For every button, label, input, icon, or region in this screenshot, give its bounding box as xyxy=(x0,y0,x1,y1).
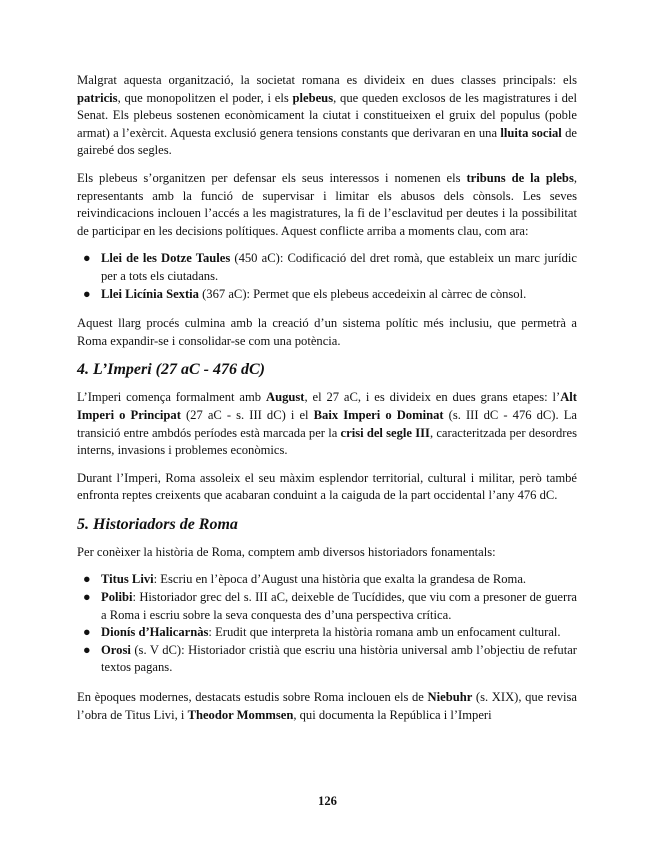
bullet-icon: ● xyxy=(83,590,91,605)
bullet-icon: ● xyxy=(83,625,91,640)
list-item-text: (367 aC): Permet que els plebeus accedeixin al càrrec de cònsol. xyxy=(198,286,527,301)
list-item-text: : Escriu en l’època d’August una història que exalta la grandesa de Roma. xyxy=(153,572,527,587)
list-item-text: : Historiador grec del s. III aC, deixeble de Tucídides, que viu com a presoner de guerra a Roma i escriu sobre la seva conquesta des d’una perspectiva crítica. xyxy=(101,590,577,622)
term-mommsen: Theodor Mommsen xyxy=(187,707,294,722)
list-item xyxy=(77,642,577,677)
bullet-icon: ● xyxy=(83,572,91,587)
text-span: , representants amb la funció de supervisar i limitar els abusos dels cònsols. Les seves reivindicacions inclouen l’accés a les magistratures, la fi de l’esclavitud per deutes i la possibilitat de participar en les decisions polítiques. Aquest conflicte arriba a moments clau, com ara: xyxy=(77,170,577,238)
list-item xyxy=(77,589,577,624)
list-item-term: Llei de les Dotze Taules xyxy=(101,251,231,266)
paragraph-historiadors-intro: Per conèixer la història de Roma, comptem amb diversos historiadors fonamentals: xyxy=(77,544,496,559)
list-item xyxy=(77,286,577,304)
text-span: L’Imperi comença formalment amb xyxy=(77,390,266,405)
term-niebuhr: Niebuhr xyxy=(427,690,473,705)
text-span: En èpoques modernes, destacats estudis sobre Roma inclouen els de xyxy=(77,690,428,705)
list-item-text: (s. V dC): Historiador cristià que escriu una història universal amb l’objectiu de refutar textos pagans. xyxy=(101,642,577,675)
term-patricis: patricis xyxy=(77,90,118,105)
bullet-icon: ● xyxy=(83,642,91,657)
list-item xyxy=(77,250,577,285)
bullet-icon: ● xyxy=(83,286,91,301)
text-span: Els plebeus s’organitzen per defensar els seus interessos i nomenen els xyxy=(77,170,467,185)
laws-list xyxy=(77,250,577,303)
section-heading-imperi: 4. L’Imperi (27 aC - 476 dC) xyxy=(77,361,265,379)
paragraph-patricis-plebeus xyxy=(77,72,577,160)
text-span: , que queden exclosos de les magistratures i del Senat. Els plebeus sostenen econòmicament la ciutat i constitueixen el gruix del populus (poble armat) a l’exèrcit. Aquesta exclusió genera tensions constants que derivaran en una xyxy=(77,90,577,140)
text-span: Malgrat aquesta organització, la societat romana es divideix en dues classes principals: els xyxy=(77,73,577,87)
text-span: (27 aC - s. III dC) i el xyxy=(180,407,314,422)
term-baix-imperi: Baix Imperi o Dominat xyxy=(313,407,444,422)
text-span: , caracteritzada per desordres interns, invasions i problemes econòmics. xyxy=(77,425,577,458)
historians-list xyxy=(77,571,577,677)
paragraph-conclusion: Aquest llarg procés culmina amb la creació d’un sistema polític més inclusiu, que permetrà a Roma expandir-se i consolidar-se com una potència. xyxy=(77,316,577,348)
list-item-term: Titus Livi xyxy=(101,572,154,587)
section-heading-historiadors: 5. Historiadors de Roma xyxy=(77,515,238,533)
page-body xyxy=(77,72,577,734)
term-alt-imperi: Alt Imperi o Principat xyxy=(77,390,577,422)
text-span: , el 27 aC, i es divideix en dues grans etapes: l’ xyxy=(304,390,561,405)
list-item-term: Polibi xyxy=(101,590,133,605)
text-span: , que monopolitzen el poder, i els xyxy=(117,90,293,105)
term-crisi-segle-iii: crisi del segle III xyxy=(340,425,430,440)
list-item xyxy=(77,571,577,589)
text-span: (s. XIX), que revisa l’obra de Titus Livi, i xyxy=(77,690,577,722)
paragraph-tribuns xyxy=(77,170,577,240)
term-lluita-social: lluita social xyxy=(500,125,562,140)
list-item-term: Dionís d’Halicarnàs xyxy=(101,625,209,640)
term-tribuns: tribuns de la plebs xyxy=(466,170,574,185)
paragraph-esplendor: Durant l’Imperi, Roma assoleix el seu màxim esplendor territorial, cultural i militar, però també enfronta reptes creixents que acabaran conduint a la caiguda de la part occidental l’any 476 dC. xyxy=(77,470,577,503)
paragraph-imperi xyxy=(77,389,577,459)
list-item-text: (450 aC): Codificació del dret romà, que estableix un marc jurídic per a tots els ciutadans. xyxy=(101,251,577,283)
list-item xyxy=(77,624,577,642)
text-span: de gairebé dos segles. xyxy=(77,125,577,158)
list-item-term: Llei Licínia Sextia xyxy=(101,286,199,301)
text-span: (s. III dC - 476 dC). La transició entre ambdós períodes està marcada per la xyxy=(77,407,578,440)
text-span: , qui documenta la República i l’Imperi xyxy=(293,707,492,722)
bullet-icon: ● xyxy=(83,251,91,266)
term-august: August xyxy=(265,390,305,405)
list-item-term: Orosi xyxy=(101,642,131,657)
term-plebeus: plebeus xyxy=(292,90,334,105)
paragraph-moderns xyxy=(77,689,577,724)
list-item-text: : Erudit que interpreta la història romana amb un enfocament cultural. xyxy=(208,625,561,640)
page-number: 126 xyxy=(318,794,337,808)
